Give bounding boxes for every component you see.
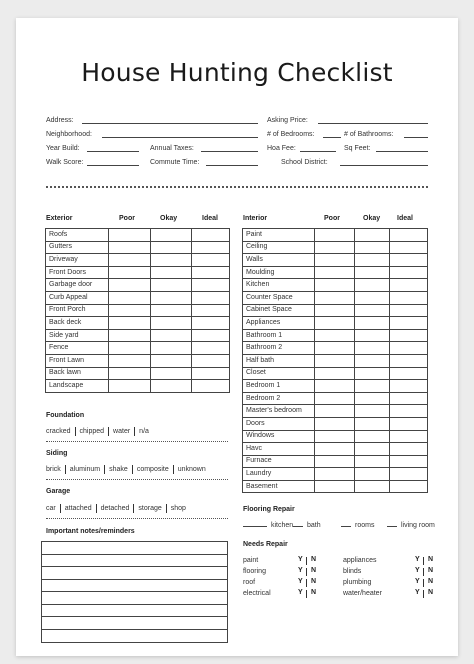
annual-taxes-label: Annual Taxes: <box>150 145 194 152</box>
interior-row <box>243 392 428 405</box>
interior-item-label: Bedroom 2 <box>243 392 315 405</box>
interior-poor-cell[interactable] <box>314 455 354 468</box>
interior-poor-cell[interactable] <box>314 279 354 292</box>
repair-yes-option[interactable]: Y <box>298 567 303 574</box>
interior-poor-cell[interactable] <box>314 443 354 456</box>
interior-row <box>243 241 428 254</box>
repair-yes-option[interactable]: Y <box>415 567 420 574</box>
exterior-ideal-cell[interactable] <box>192 342 230 355</box>
exterior-item-label: Back deck <box>46 317 109 330</box>
exterior-okay-cell[interactable] <box>150 279 192 292</box>
interior-okay-cell[interactable] <box>354 329 390 342</box>
year-build-field[interactable] <box>87 151 139 152</box>
bathrooms-field[interactable] <box>404 137 428 138</box>
garage-options <box>46 504 190 513</box>
exterior-okay-cell[interactable] <box>150 380 192 393</box>
interior-ideal-cell[interactable] <box>390 291 428 304</box>
exterior-poor-cell[interactable] <box>108 354 150 367</box>
exterior-ideal-cell[interactable] <box>192 229 230 242</box>
repair-item-label: appliances <box>343 557 377 564</box>
interior-poor-cell[interactable] <box>314 266 354 279</box>
interior-poor-cell[interactable] <box>314 291 354 304</box>
exterior-ideal-cell[interactable] <box>192 266 230 279</box>
foundation-option[interactable]: water <box>109 427 135 436</box>
interior-okay-cell[interactable] <box>354 291 390 304</box>
siding-option[interactable]: aluminum <box>66 465 105 474</box>
repair-no-option[interactable]: N <box>428 556 434 563</box>
exterior-okay-cell[interactable] <box>150 291 192 304</box>
exterior-poor-cell[interactable] <box>108 229 150 242</box>
interior-item-label: Bathroom 2 <box>243 342 315 355</box>
interior-item-label: Cabinet Space <box>243 304 315 317</box>
interior-ideal-cell[interactable] <box>390 443 428 456</box>
siding-option[interactable]: shake <box>105 465 133 474</box>
interior-poor-cell[interactable] <box>314 367 354 380</box>
interior-item-label: Master's bedroom <box>243 405 315 418</box>
interior-row <box>243 291 428 304</box>
foundation-options <box>46 427 153 436</box>
interior-ideal-cell[interactable] <box>390 354 428 367</box>
flooring-checkline[interactable] <box>387 526 397 527</box>
flooring-option: rooms <box>355 522 375 529</box>
interior-row <box>243 254 428 267</box>
interior-row <box>243 367 428 380</box>
interior-item-label: Ceiling <box>243 241 315 254</box>
interior-ideal-cell[interactable] <box>390 405 428 418</box>
interior-item-label: Bathroom 1 <box>243 329 315 342</box>
section-divider <box>46 186 428 188</box>
notes-line[interactable] <box>42 617 227 630</box>
notes-line[interactable] <box>42 630 227 643</box>
repair-divider <box>423 557 424 565</box>
asking-price-label: Asking Price: <box>267 117 308 124</box>
exterior-ideal-cell[interactable] <box>192 354 230 367</box>
interior-ideal-cell[interactable] <box>390 380 428 393</box>
asking-price-field[interactable] <box>318 123 428 124</box>
interior-okay-cell[interactable] <box>354 443 390 456</box>
siding-divider <box>46 479 228 480</box>
interior-ideal-cell[interactable] <box>390 304 428 317</box>
repair-divider <box>423 568 424 576</box>
exterior-okay-cell[interactable] <box>150 304 192 317</box>
interior-item-label: Counter Space <box>243 291 315 304</box>
interior-ideal-cell[interactable] <box>390 279 428 292</box>
exterior-ideal-cell[interactable] <box>192 367 230 380</box>
exterior-poor-cell[interactable] <box>108 279 150 292</box>
address-label: Address: <box>46 117 74 124</box>
notes-line[interactable] <box>42 605 227 618</box>
repair-item-label: water/heater <box>343 590 382 597</box>
siding-option[interactable]: unknown <box>177 466 206 473</box>
notes-line[interactable] <box>42 542 227 555</box>
repair-divider <box>306 579 307 587</box>
repair-yes-option[interactable]: Y <box>298 589 303 596</box>
interior-row <box>243 317 428 330</box>
interior-okay-cell[interactable] <box>354 405 390 418</box>
exterior-okay-cell[interactable] <box>150 241 192 254</box>
interior-item-label: Furnace <box>243 455 315 468</box>
garage-option[interactable]: car <box>46 504 61 513</box>
interior-poor-cell[interactable] <box>314 430 354 443</box>
interior-row <box>243 417 428 430</box>
foundation-option[interactable]: cracked <box>46 427 76 436</box>
repair-no-option[interactable]: N <box>311 578 317 585</box>
exterior-header: Exterior <box>46 215 73 222</box>
exterior-row <box>46 266 230 279</box>
checklist-page <box>16 18 458 656</box>
flooring-checkline[interactable] <box>293 526 303 527</box>
exterior-ideal-cell[interactable] <box>192 254 230 267</box>
notes-line[interactable] <box>42 555 227 568</box>
interior-poor-cell[interactable] <box>314 342 354 355</box>
flooring-checkline[interactable] <box>341 526 351 527</box>
exterior-row <box>46 380 230 393</box>
interior-item-label: Walls <box>243 254 315 267</box>
interior-ideal-cell[interactable] <box>390 329 428 342</box>
interior-okay-cell[interactable] <box>354 468 390 481</box>
repair-yes-option[interactable]: Y <box>415 589 420 596</box>
interior-table <box>242 228 428 493</box>
garage-option[interactable]: attached <box>61 504 97 513</box>
garage-option[interactable]: storage <box>134 504 166 513</box>
notes-box[interactable] <box>41 541 228 643</box>
bathrooms-label: # of Bathrooms: <box>344 131 394 138</box>
foundation-option[interactable]: chipped <box>76 427 110 436</box>
interior-poor-cell[interactable] <box>314 354 354 367</box>
garage-divider <box>46 518 228 519</box>
interior-okay-cell[interactable] <box>354 455 390 468</box>
exterior-poor-cell[interactable] <box>108 304 150 317</box>
exterior-item-label: Curb Appeal <box>46 291 109 304</box>
neighborhood-field[interactable] <box>102 137 258 138</box>
exterior-item-label: Landscape <box>46 380 109 393</box>
exterior-item-label: Front Porch <box>46 304 109 317</box>
exterior-poor-cell[interactable] <box>108 317 150 330</box>
repair-item-label: plumbing <box>343 579 372 586</box>
exterior-row <box>46 317 230 330</box>
foundation-option[interactable]: n/a <box>139 428 149 435</box>
exterior-row <box>46 241 230 254</box>
interior-poor-cell[interactable] <box>314 229 354 242</box>
interior-okay-cell[interactable] <box>354 367 390 380</box>
interior-okay-cell[interactable] <box>354 354 390 367</box>
hoa-fee-field[interactable] <box>300 151 336 152</box>
exterior-item-label: Fence <box>46 342 109 355</box>
commute-time-field[interactable] <box>206 165 258 166</box>
interior-item-label: Appliances <box>243 317 315 330</box>
interior-row <box>243 354 428 367</box>
interior-item-label: Bedroom 1 <box>243 380 315 393</box>
exterior-poor-header: Poor <box>119 215 135 222</box>
interior-item-label: Basement <box>243 480 315 493</box>
foundation-divider <box>46 441 228 442</box>
commute-time-label: Commute Time: <box>150 159 200 166</box>
repair-item-label: blinds <box>343 568 362 575</box>
exterior-poor-cell[interactable] <box>108 342 150 355</box>
interior-ideal-cell[interactable] <box>390 480 428 493</box>
interior-okay-cell[interactable] <box>354 229 390 242</box>
exterior-okay-cell[interactable] <box>150 367 192 380</box>
year-build-label: Year Build: <box>46 145 80 152</box>
exterior-okay-cell[interactable] <box>150 354 192 367</box>
exterior-poor-cell[interactable] <box>108 329 150 342</box>
repair-divider <box>306 557 307 565</box>
exterior-okay-cell[interactable] <box>150 317 192 330</box>
repair-yes-option[interactable]: Y <box>415 578 420 585</box>
flooring-options <box>243 521 433 531</box>
interior-ideal-cell[interactable] <box>390 417 428 430</box>
repair-no-option[interactable]: N <box>311 556 317 563</box>
repair-divider <box>423 590 424 598</box>
exterior-poor-cell[interactable] <box>108 367 150 380</box>
repair-item-label: roof <box>243 579 256 586</box>
interior-header: Interior <box>243 215 268 222</box>
notes-line[interactable] <box>42 592 227 605</box>
siding-options <box>46 465 210 474</box>
exterior-okay-cell[interactable] <box>150 254 192 267</box>
flooring-header: Flooring Repair <box>243 506 295 513</box>
address-field[interactable] <box>82 123 258 124</box>
interior-poor-cell[interactable] <box>314 480 354 493</box>
interior-poor-cell[interactable] <box>314 392 354 405</box>
exterior-poor-cell[interactable] <box>108 380 150 393</box>
interior-poor-cell[interactable] <box>314 254 354 267</box>
interior-okay-cell[interactable] <box>354 317 390 330</box>
interior-poor-cell[interactable] <box>314 380 354 393</box>
school-district-field[interactable] <box>340 165 428 166</box>
interior-poor-header: Poor <box>324 215 340 222</box>
interior-ideal-cell[interactable] <box>390 266 428 279</box>
exterior-okay-cell[interactable] <box>150 266 192 279</box>
interior-item-label: Laundry <box>243 468 315 481</box>
interior-okay-cell[interactable] <box>354 480 390 493</box>
interior-okay-cell[interactable] <box>354 254 390 267</box>
repair-divider <box>423 579 424 587</box>
interior-okay-header: Okay <box>363 215 381 222</box>
interior-row <box>243 405 428 418</box>
interior-okay-cell[interactable] <box>354 241 390 254</box>
interior-ideal-cell[interactable] <box>390 430 428 443</box>
walk-score-field[interactable] <box>87 165 139 166</box>
interior-poor-cell[interactable] <box>314 317 354 330</box>
exterior-ideal-cell[interactable] <box>192 279 230 292</box>
exterior-item-label: Garbage door <box>46 279 109 292</box>
interior-row <box>243 480 428 493</box>
exterior-row <box>46 342 230 355</box>
interior-okay-cell[interactable] <box>354 266 390 279</box>
flooring-option: living room <box>401 522 435 529</box>
interior-ideal-cell[interactable] <box>390 392 428 405</box>
siding-header: Siding <box>46 450 68 457</box>
garage-option[interactable]: shop <box>170 505 186 512</box>
exterior-poor-cell[interactable] <box>108 241 150 254</box>
interior-item-label: Windows <box>243 430 315 443</box>
exterior-item-label: Roofs <box>46 229 109 242</box>
bedrooms-label: # of Bedrooms: <box>267 131 315 138</box>
needs-repair-header: Needs Repair <box>243 541 288 548</box>
bedrooms-field[interactable] <box>323 137 341 138</box>
interior-item-label: Half bath <box>243 354 315 367</box>
interior-ideal-cell[interactable] <box>390 468 428 481</box>
repair-no-option[interactable]: N <box>428 578 434 585</box>
exterior-poor-cell[interactable] <box>108 266 150 279</box>
garage-option[interactable]: detached <box>97 504 135 513</box>
exterior-poor-cell[interactable] <box>108 254 150 267</box>
interior-okay-cell[interactable] <box>354 380 390 393</box>
interior-row <box>243 342 428 355</box>
flooring-option: bath <box>307 522 321 529</box>
exterior-row <box>46 254 230 267</box>
interior-row <box>243 304 428 317</box>
repair-divider <box>306 568 307 576</box>
flooring-option: kitchen <box>271 522 294 529</box>
exterior-row <box>46 304 230 317</box>
exterior-poor-cell[interactable] <box>108 291 150 304</box>
interior-ideal-cell[interactable] <box>390 367 428 380</box>
annual-taxes-field[interactable] <box>201 151 258 152</box>
repair-no-option[interactable]: N <box>311 589 317 596</box>
exterior-item-label: Front Doors <box>46 266 109 279</box>
interior-row <box>243 329 428 342</box>
exterior-row <box>46 329 230 342</box>
interior-row <box>243 229 428 242</box>
exterior-ideal-cell[interactable] <box>192 291 230 304</box>
interior-item-label: Doors <box>243 417 315 430</box>
school-district-label: School District: <box>281 159 328 166</box>
exterior-ideal-cell[interactable] <box>192 304 230 317</box>
interior-okay-cell[interactable] <box>354 304 390 317</box>
interior-okay-cell[interactable] <box>354 279 390 292</box>
exterior-ideal-cell[interactable] <box>192 241 230 254</box>
neighborhood-label: Neighborhood: <box>46 131 92 138</box>
exterior-okay-cell[interactable] <box>150 329 192 342</box>
exterior-okay-cell[interactable] <box>150 229 192 242</box>
siding-option[interactable]: brick <box>46 465 66 474</box>
interior-ideal-cell[interactable] <box>390 241 428 254</box>
exterior-okay-header: Okay <box>160 215 178 222</box>
repair-divider <box>306 590 307 598</box>
interior-poor-cell[interactable] <box>314 329 354 342</box>
exterior-row <box>46 291 230 304</box>
notes-header: Important notes/reminders <box>46 528 135 535</box>
exterior-ideal-cell[interactable] <box>192 329 230 342</box>
sq-feet-field[interactable] <box>376 151 428 152</box>
interior-poor-cell[interactable] <box>314 468 354 481</box>
exterior-row <box>46 229 230 242</box>
interior-item-label: Kitchen <box>243 279 315 292</box>
exterior-row <box>46 354 230 367</box>
repair-item-label: paint <box>243 557 259 564</box>
exterior-item-label: Driveway <box>46 254 109 267</box>
interior-poor-cell[interactable] <box>314 241 354 254</box>
sq-feet-label: Sq Feet: <box>344 145 371 152</box>
exterior-item-label: Back lawn <box>46 367 109 380</box>
interior-item-label: Havc <box>243 443 315 456</box>
flooring-checkline[interactable] <box>243 526 267 527</box>
garage-header: Garage <box>46 488 71 495</box>
walk-score-label: Walk Score: <box>46 159 84 166</box>
exterior-okay-cell[interactable] <box>150 342 192 355</box>
hoa-fee-label: Hoa Fee: <box>267 145 296 152</box>
interior-poor-cell[interactable] <box>314 304 354 317</box>
interior-row <box>243 279 428 292</box>
interior-ideal-cell[interactable] <box>390 254 428 267</box>
interior-okay-cell[interactable] <box>354 342 390 355</box>
repair-no-option[interactable]: N <box>428 589 434 596</box>
exterior-item-label: Front Lawn <box>46 354 109 367</box>
interior-ideal-cell[interactable] <box>390 455 428 468</box>
exterior-table <box>45 228 230 393</box>
exterior-item-label: Gutters <box>46 241 109 254</box>
repair-yes-option[interactable]: Y <box>415 556 420 563</box>
interior-row <box>243 468 428 481</box>
interior-row <box>243 455 428 468</box>
repair-no-option[interactable]: N <box>428 567 434 574</box>
interior-item-label: Paint <box>243 229 315 242</box>
repair-yes-option[interactable]: Y <box>298 556 303 563</box>
interior-ideal-cell[interactable] <box>390 342 428 355</box>
siding-option[interactable]: composite <box>133 465 174 474</box>
interior-ideal-cell[interactable] <box>390 229 428 242</box>
interior-poor-cell[interactable] <box>314 405 354 418</box>
foundation-header: Foundation <box>46 412 85 419</box>
exterior-row <box>46 367 230 380</box>
interior-row <box>243 430 428 443</box>
interior-item-label: Moulding <box>243 266 315 279</box>
interior-ideal-cell[interactable] <box>390 317 428 330</box>
exterior-ideal-cell[interactable] <box>192 380 230 393</box>
interior-okay-cell[interactable] <box>354 430 390 443</box>
exterior-ideal-cell[interactable] <box>192 317 230 330</box>
interior-poor-cell[interactable] <box>314 417 354 430</box>
repair-no-option[interactable]: N <box>311 567 317 574</box>
interior-item-label: Closet <box>243 367 315 380</box>
repair-item-label: flooring <box>243 568 266 575</box>
page-title: House Hunting Checklist <box>81 58 393 87</box>
interior-ideal-header: Ideal <box>397 215 413 222</box>
notes-line[interactable] <box>42 567 227 580</box>
notes-line[interactable] <box>42 580 227 593</box>
interior-row <box>243 443 428 456</box>
interior-okay-cell[interactable] <box>354 392 390 405</box>
exterior-row <box>46 279 230 292</box>
interior-row <box>243 380 428 393</box>
exterior-item-label: Side yard <box>46 329 109 342</box>
repair-yes-option[interactable]: Y <box>298 578 303 585</box>
exterior-ideal-header: Ideal <box>202 215 218 222</box>
interior-okay-cell[interactable] <box>354 417 390 430</box>
interior-row <box>243 266 428 279</box>
repair-item-label: electrical <box>243 590 271 597</box>
